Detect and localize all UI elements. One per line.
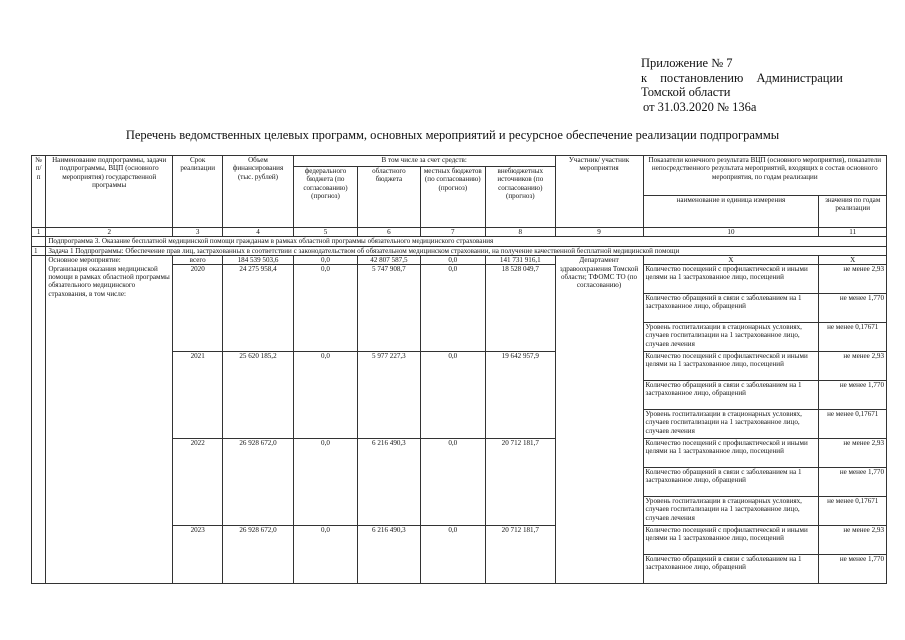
indicator-name: Количество обращений в связи с заболеванием на 1 застрахованное лицо, обращений <box>643 555 819 584</box>
indicator-name: Уровень госпитализации в стационарных условиях, случаев госпитализации на 1 застрахованное лицо, случаев лечения <box>643 410 819 439</box>
indicator-value: не менее 0,17671 <box>819 323 887 352</box>
header-regional: областного бюджета <box>358 167 420 228</box>
indicator-value: не менее 1,770 <box>819 468 887 497</box>
main-activity-name: Организация оказания медицинской помощи в рамках областной программы обязательного медицинского страхования, в том числе: <box>46 265 173 584</box>
indicator-name: Количество посещений с профилактической и иными целями на 1 застрахованное лицо, посещений <box>643 265 819 294</box>
year-extra: 18 528 049,7 <box>486 265 556 352</box>
header-federal: федерального бюджета (по согласованию) (прогноз) <box>293 167 357 228</box>
main-activity-volume: 184 539 503,6 <box>223 255 294 264</box>
col-number: 5 <box>293 228 357 237</box>
task-title: Задача 1 Подпрограммы: Обеспечение прав лиц, застрахованных в соответствии с законодательством об обязательном медицинском страховании, на получение качественной бесплатной медицинской помощи <box>46 246 887 255</box>
indicator-name: Количество обращений в связи с заболеванием на 1 застрахованное лицо, обращений <box>643 468 819 497</box>
indicator-name: Количество посещений с профилактической и иными целями на 1 застрахованное лицо, посещений <box>643 526 819 555</box>
year-regional: 5 747 908,7 <box>358 265 420 352</box>
indicator-name: Количество обращений в связи с заболеванием на 1 застрахованное лицо, обращений <box>643 381 819 410</box>
main-activity-row <box>32 255 887 264</box>
task-num: 1 <box>32 246 46 255</box>
col-number: 2 <box>46 228 173 237</box>
appendix-block <box>641 56 843 114</box>
year-label: 2022 <box>173 439 223 526</box>
header-extra: внебюджетных источников (по согласованию) (прогноз) <box>486 167 556 228</box>
year-volume: 24 275 958,4 <box>223 265 294 352</box>
document-title: Перечень ведомственных целевых программ, основных мероприятий и ресурсное обеспечение реализации подпрограммы <box>125 128 780 142</box>
year-row <box>32 265 887 294</box>
header-row-1 <box>32 156 887 167</box>
col-number: 10 <box>643 228 819 237</box>
main-activity-participant: здравоохранения Томской области; ТФОМС ТО (по согласованию) <box>555 265 643 584</box>
main-activity-federal: 0,0 <box>293 255 357 264</box>
year-label: 2020 <box>173 265 223 352</box>
programs-table <box>31 155 887 584</box>
indicator-value: не менее 0,17671 <box>819 410 887 439</box>
main-activity-col10: Х <box>643 255 819 264</box>
year-federal: 0,0 <box>293 526 357 584</box>
indicator-name: Уровень госпитализации в стационарных условиях, случаев госпитализации на 1 застрахованное лицо, случаев лечения <box>643 497 819 526</box>
year-regional: 6 216 490,3 <box>358 439 420 526</box>
indicator-value: не менее 1,770 <box>819 381 887 410</box>
col-number: 1 <box>32 228 46 237</box>
indicator-value: не менее 1,770 <box>819 294 887 323</box>
main-activity-term: всего <box>173 255 223 264</box>
header-volume: Объем финансирования (тыс. рублей) <box>223 156 294 228</box>
subprogram-title: Подпрограмма 3. Оказание бесплатной медицинской помощи гражданам в рамках областной программы обязательного медицинского страхования <box>46 237 887 246</box>
year-extra: 20 712 181,7 <box>486 439 556 526</box>
appendix-line-1: Приложение № 7 <box>641 56 733 70</box>
year-federal: 0,0 <box>293 439 357 526</box>
main-activity-col11: Х <box>819 255 887 264</box>
header-name: Наименование подпрограммы, задачи подпрограммы, ВЦП (основного мероприятия) государственной программы <box>46 156 173 228</box>
subprogram-row <box>32 237 887 246</box>
subprogram-num-cell <box>32 237 46 246</box>
header-participant: Участник/ участник мероприятия <box>555 156 643 228</box>
year-volume: 26 928 672,0 <box>223 439 294 526</box>
task-row <box>32 246 887 255</box>
year-local: 0,0 <box>420 265 485 352</box>
main-activity-participant-head: Департамент <box>555 255 643 264</box>
year-label: 2021 <box>173 352 223 439</box>
col-number: 7 <box>420 228 485 237</box>
indicator-value: не менее 2,93 <box>819 265 887 294</box>
year-local: 0,0 <box>420 352 485 439</box>
year-federal: 0,0 <box>293 352 357 439</box>
appendix-line-2: к постановлению Администрации <box>641 70 843 85</box>
indicator-name: Количество посещений с профилактической и иными целями на 1 застрахованное лицо, посещений <box>643 439 819 468</box>
col-number: 6 <box>358 228 420 237</box>
year-regional: 6 216 490,3 <box>358 526 420 584</box>
col-number: 8 <box>486 228 556 237</box>
indicator-value: не менее 2,93 <box>819 526 887 555</box>
year-local: 0,0 <box>420 439 485 526</box>
indicator-value: не менее 1,770 <box>819 555 887 584</box>
indicator-name: Количество посещений с профилактической и иными целями на 1 застрахованное лицо, посещений <box>643 352 819 381</box>
indicator-value: не менее 2,93 <box>819 352 887 381</box>
year-volume: 25 620 185,2 <box>223 352 294 439</box>
header-indicator: Показатели конечного результата ВЦП (основного мероприятия), показатели непосредственного результата мероприятий, входящих в состав основного мероприятия, по годам реализации <box>643 156 886 196</box>
year-volume: 26 928 672,0 <box>223 526 294 584</box>
indicator-value: не менее 0,17671 <box>819 497 887 526</box>
column-number-row <box>32 228 887 237</box>
main-activity-local: 0,0 <box>420 255 485 264</box>
header-term: Срок реализации <box>173 156 223 228</box>
year-label: 2023 <box>173 526 223 584</box>
appendix-line-4: от 31.03.2020 № 136а <box>643 99 757 114</box>
indicator-name: Количество обращений в связи с заболеванием на 1 застрахованное лицо, обращений <box>643 294 819 323</box>
indicator-value: не менее 2,93 <box>819 439 887 468</box>
header-local: местных бюджетов (по согласованию) (прогноз) <box>420 167 485 228</box>
year-federal: 0,0 <box>293 265 357 352</box>
year-extra: 20 712 181,7 <box>486 526 556 584</box>
header-indicator-value: значения по годам реализации <box>819 196 887 228</box>
year-extra: 19 642 957,9 <box>486 352 556 439</box>
col-number: 4 <box>223 228 294 237</box>
header-including: В том числе за счет средств: <box>293 156 555 167</box>
col-number: 11 <box>819 228 887 237</box>
appendix-line-3: Томской области <box>641 85 731 99</box>
year-regional: 5 977 227,3 <box>358 352 420 439</box>
indicator-name: Уровень госпитализации в стационарных условиях, случаев госпитализации на 1 застрахованное лицо, случаев лечения <box>643 323 819 352</box>
main-activity-label: Основное мероприятие: <box>46 255 173 264</box>
col-number: 9 <box>555 228 643 237</box>
header-indicator-name: наименование и единица измерения <box>643 196 819 228</box>
main-activity-regional: 42 807 587,5 <box>358 255 420 264</box>
year-local: 0,0 <box>420 526 485 584</box>
header-num: № п/п <box>32 156 46 228</box>
main-activity-extra: 141 731 916,1 <box>486 255 556 264</box>
col-number: 3 <box>173 228 223 237</box>
main-activity-num-cell <box>32 255 46 583</box>
